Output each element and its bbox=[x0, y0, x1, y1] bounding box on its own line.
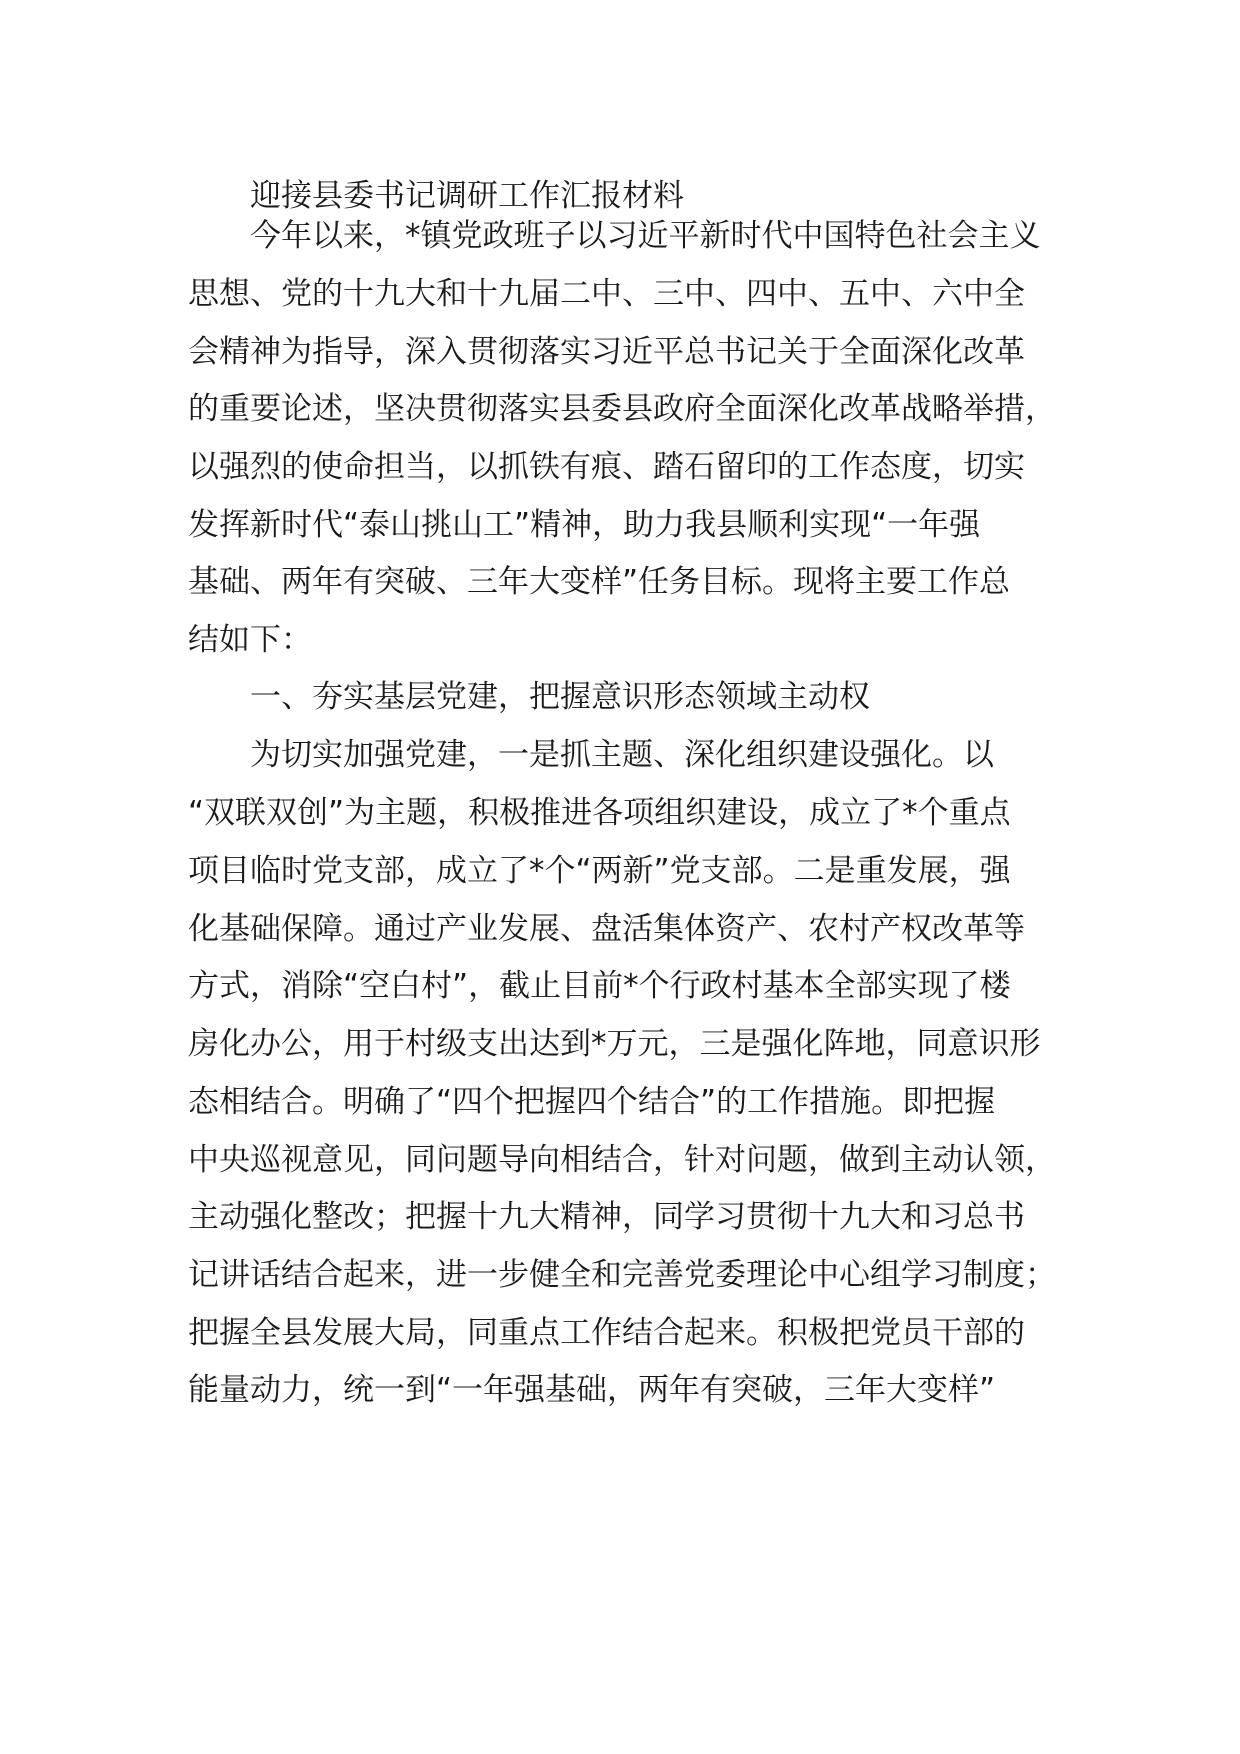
paragraph-1-line: 发挥新时代“泰山挑山工”精神，助力我县顺利实现“一年强 bbox=[188, 507, 981, 543]
paragraph-1-line: 今年以来，*镇党政班子以习近平新时代中国特色社会主义 bbox=[250, 218, 1041, 254]
paragraph-2-line: 主动强化整改；把握十九大精神，同学习贯彻十九大和习总书 bbox=[188, 1199, 1025, 1235]
paragraph-1-line: 结如下： bbox=[188, 622, 312, 658]
document-title: 迎接县委书记调研工作汇报材料 bbox=[250, 178, 684, 214]
paragraph-2-line: 把握全县发展大局，同重点工作结合起来。积极把党员干部的 bbox=[188, 1315, 1025, 1351]
paragraph-1-line: 的重要论述，坚决贯彻落实县委县政府全面深化改革战略举措， bbox=[188, 391, 1056, 427]
paragraph-2-line: 房化办公，用于村级支出达到*万元，三是强化阵地，同意识形 bbox=[188, 1026, 1041, 1062]
paragraph-1-line: 思想、党的十九大和十九届二中、三中、四中、五中、六中全 bbox=[188, 276, 1025, 312]
paragraph-2-line: 态相结合。明确了“四个把握四个结合”的工作措施。即把握 bbox=[188, 1084, 996, 1120]
paragraph-2-line: 能量动力，统一到“一年强基础，两年有突破，三年大变样” bbox=[188, 1372, 996, 1408]
section-heading: 一、夯实基层党建，把握意识形态领域主动权 bbox=[250, 679, 870, 715]
paragraph-1-line: 以强烈的使命担当，以抓铁有痕、踏石留印的工作态度，切实 bbox=[188, 449, 1025, 485]
paragraph-2-line: “双联双创”为主题，积极推进各项组织建设，成立了*个重点 bbox=[188, 795, 1011, 831]
paragraph-2-line: 方式，消除“空白村”，截止目前*个行政村基本全部实现了楼 bbox=[188, 968, 1011, 1004]
paragraph-2-line: 记讲话结合起来，进一步健全和完善党委理论中心组学习制度； bbox=[188, 1257, 1056, 1293]
paragraph-2-line: 项目临时党支部，成立了*个“两新”党支部。二是重发展，强 bbox=[188, 853, 1011, 889]
paragraph-1-line: 会精神为指导，深入贯彻落实习近平总书记关于全面深化改革 bbox=[188, 334, 1025, 370]
paragraph-1-line: 基础、两年有突破、三年大变样”任务目标。现将主要工作总 bbox=[188, 564, 1011, 600]
paragraph-2-line: 为切实加强党建，一是抓主题、深化组织建设强化。以 bbox=[250, 737, 994, 773]
paragraph-2-line: 化基础保障。通过产业发展、盘活集体资产、农村产权改革等 bbox=[188, 911, 1025, 947]
paragraph-2-line: 中央巡视意见，同问题导向相结合，针对问题，做到主动认领， bbox=[188, 1142, 1056, 1178]
